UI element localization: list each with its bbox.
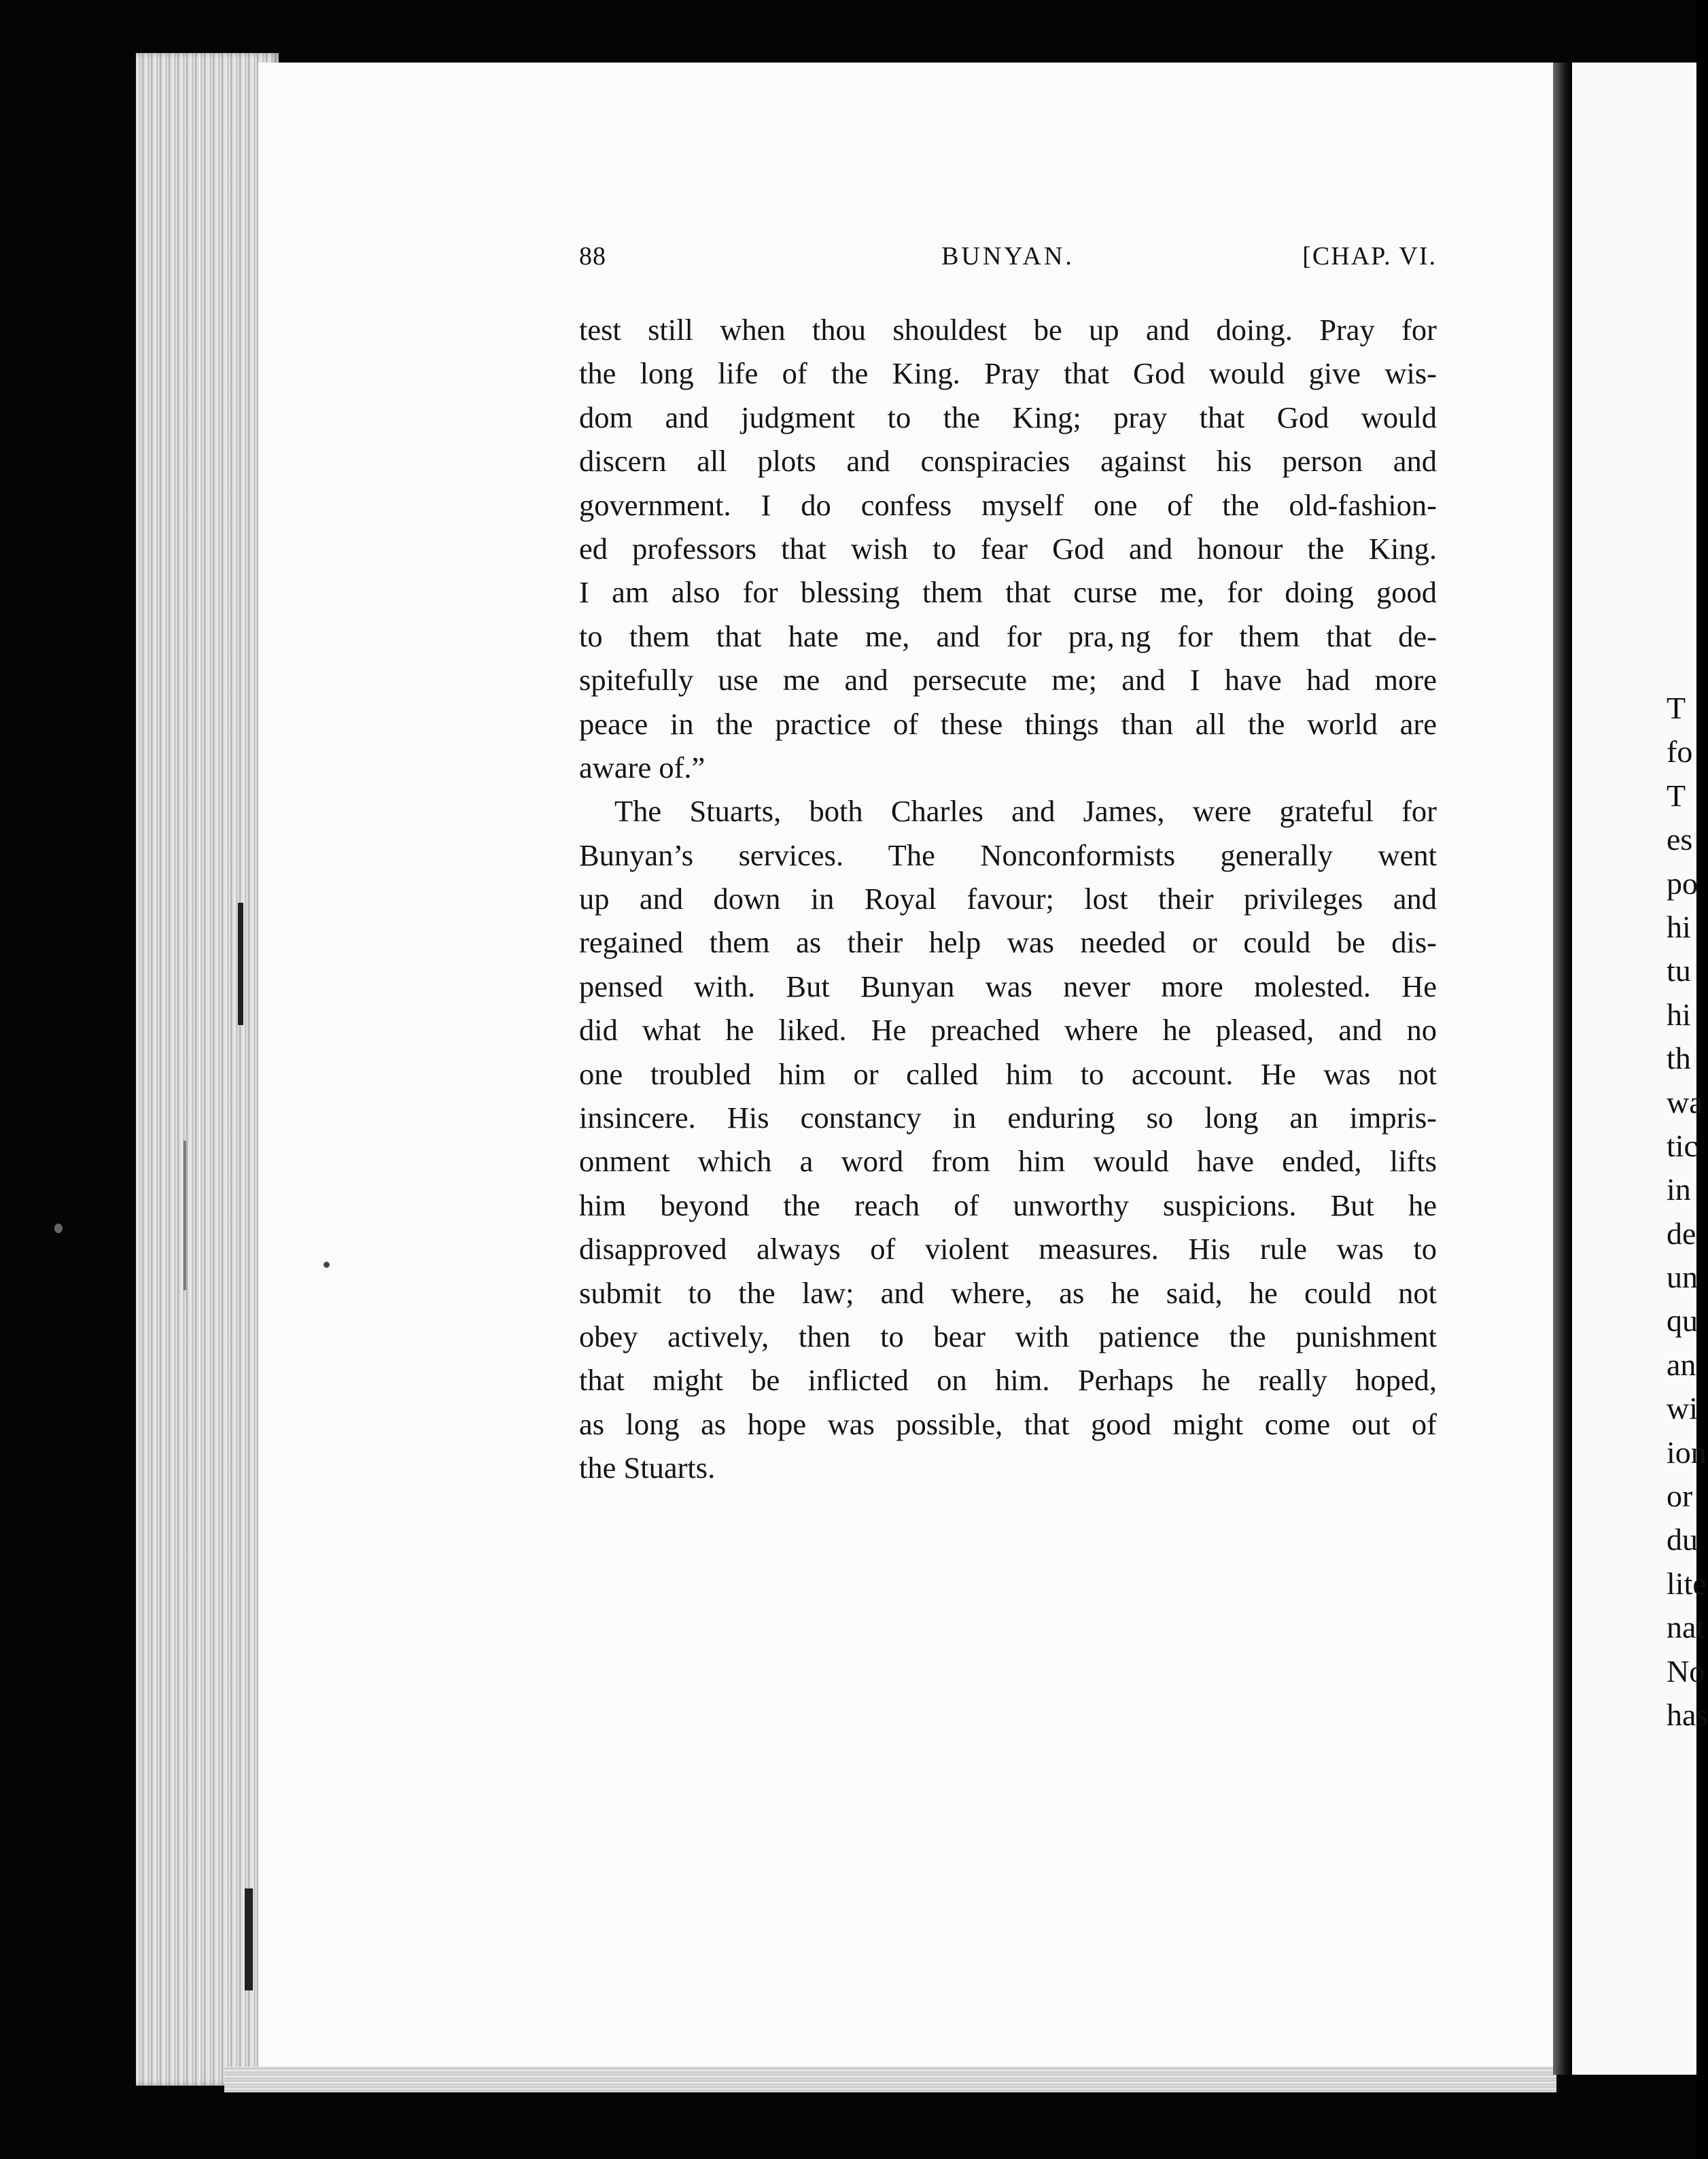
book-fore-edge [136,53,279,2086]
facing-fragment: tu [1667,953,1691,988]
facing-fragment: T [1667,778,1686,813]
text-line: as long as hope was possible, that good might come out of [579,1406,1437,1441]
running-head [579,241,1437,275]
facing-fragment: nat [1667,1610,1705,1645]
text-line: the Stuarts. [579,1451,716,1485]
text-line: him beyond the reach of unworthy suspicions. But he [579,1188,1437,1222]
text-line: disapproved always of violent measures. His rule was to [579,1232,1437,1266]
facing-fragment: un [1667,1260,1698,1295]
book-bottom-edge [224,2067,1556,2092]
facing-fragment: fo [1667,734,1693,770]
text-line: submit to the law; and where, as he said, he could not [579,1275,1437,1310]
facing-fragment: qu [1667,1303,1698,1338]
facing-fragment: du [1667,1522,1698,1557]
facing-fragment: de [1667,1215,1696,1251]
text-line: aware of.” [579,750,705,784]
facing-fragment: in [1667,1172,1691,1207]
facing-fragment: T [1667,691,1686,725]
facing-page-text [1667,687,1708,1737]
text-line: peace in the practice of these things than all the world are [579,706,1437,741]
facing-fragment: No [1667,1653,1705,1689]
book-gutter [1553,63,1572,2075]
scan-speck [324,1262,330,1268]
chapter-reference: [CHAP. VI. [1302,242,1437,271]
text-line: onment which a word from him would have ended, lifts [579,1144,1437,1179]
facing-fragment: hi [1667,909,1691,944]
text-line: government. I do confess myself one of the old-fashion- [579,487,1437,522]
facing-fragment: es [1667,822,1693,857]
text-line: the long life of the King. Pray that God would give wis- [579,356,1437,391]
text-line: insincere. His constancy in enduring so long an impris- [579,1101,1437,1135]
text-line: I am also for blessing them that curse me, for doing good [579,575,1437,610]
facing-fragment: wi [1667,1391,1698,1426]
scan-speck [54,1224,63,1233]
text-line: ed professors that wish to fear God and honour the King. [579,531,1437,566]
facing-fragment: an [1667,1347,1696,1382]
page-number: 88 [579,242,606,271]
paragraph-first-line: The Stuarts, both Charles and James, were grateful for [614,794,1437,829]
facing-fragment: tic [1667,1128,1698,1163]
text-line: that might be inflicted on him. Perhaps he really hoped, [579,1363,1437,1398]
facing-fragment: hi [1667,997,1691,1032]
text-line: did what he liked. He preached where he pleased, and no [579,1013,1437,1048]
body-text [579,308,1437,1490]
text-line: spitefully use me and persecute me; and I have had more [579,663,1437,697]
running-title: BUNYAN. [941,242,1075,271]
text-line: obey actively, then to bear with patience the punishment [579,1319,1437,1353]
facing-fragment: th [1667,1041,1691,1076]
text-line: pensed with. But Bunyan was never more molested. He [579,969,1437,1003]
text-line: discern all plots and conspiracies against his person and [579,444,1437,479]
text-line: Bunyan’s services. The Nonconformists generally went [579,837,1437,872]
facing-fragment: or [1667,1479,1693,1514]
text-line: one troubled him or called him to account. He was not [579,1056,1437,1091]
text-line: up and down in Royal favour; lost their privileges and [579,882,1437,916]
text-line: to them that hate me, and for pra, ng for them that de- [579,619,1437,653]
facing-fragment: wa [1667,1084,1703,1120]
text-line: dom and judgment to the King; pray that God would [579,400,1437,434]
facing-fragment: has [1667,1697,1708,1732]
facing-fragment: lite [1667,1566,1707,1601]
text-line: test still when thou shouldest be up and doing. Pray for [579,313,1437,347]
facing-fragment: ion [1667,1434,1707,1470]
text-line: regained them as their help was needed or could be dis- [579,925,1437,960]
facing-fragment: po [1667,865,1698,901]
